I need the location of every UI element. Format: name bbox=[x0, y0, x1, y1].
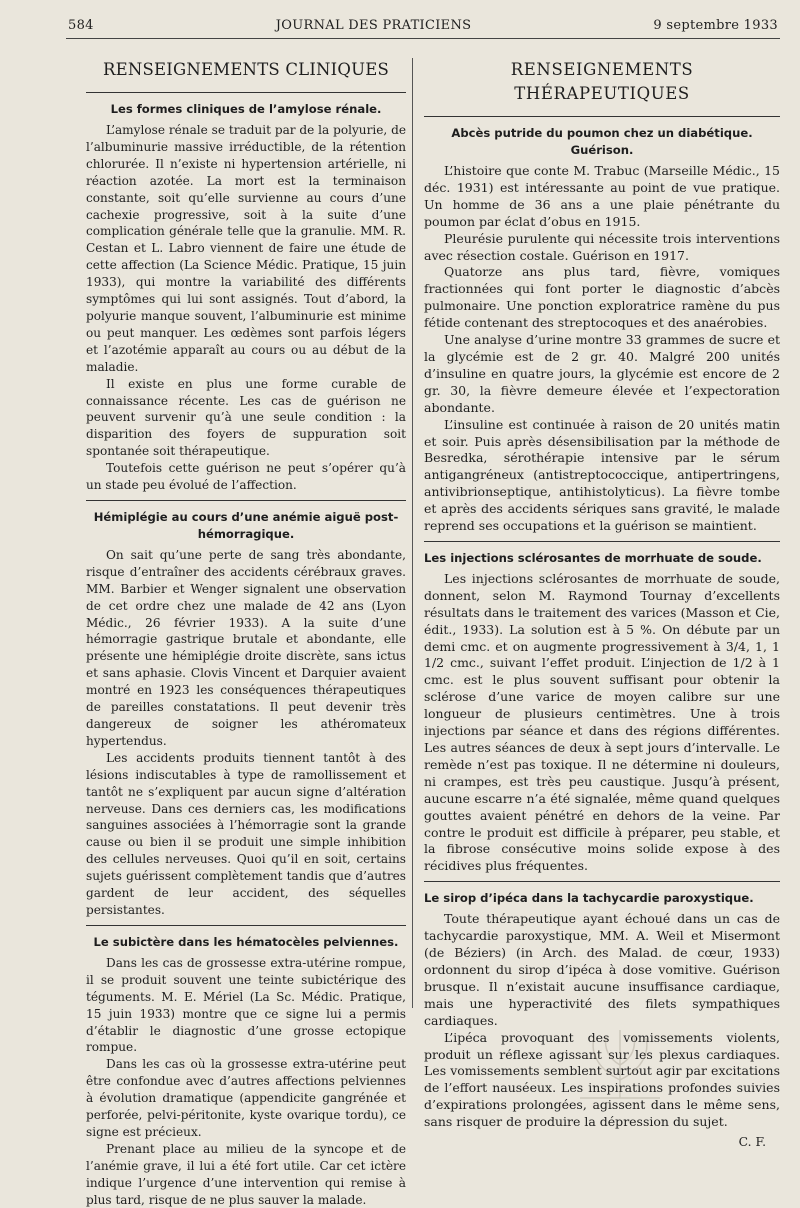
section-heading: Le sirop d’ipéca dans la tachycardie paroxystique. bbox=[424, 891, 754, 906]
section-heading: Les formes cliniques de l’amylose rénale. bbox=[110, 102, 382, 116]
title-rule bbox=[424, 116, 780, 117]
paragraph: L’amylose rénale se traduit par de la polyurie, de l’albuminurie massive irréductible, de la rétention chlorurée. Il n’existe ni hypertension artérielle, ni réaction azotée. La mort est la terminaison constante, soit qu’elle survienne au cours d’une cachexie progressive, soit à la suite d’une complication générale telle que la granulie. MM. R. Cestan et L. Labro viennent de faire une étude de cette affection (La Science Médic. Pratique, 15 juin 1933), qui montre la variabilité des différents symptômes qui lui sont assignés. Tout d’abord, la polyurie manque souvent, l’albuminurie est minime ou peut manquer. Les œdèmes sont parfois légers et l’azotémie apparaît au cours ou au début de la maladie. bbox=[86, 123, 406, 374]
title-rule bbox=[86, 92, 406, 93]
header-rule bbox=[66, 38, 780, 39]
page-header bbox=[68, 18, 778, 33]
section-rule bbox=[86, 925, 406, 926]
paragraph: Quatorze ans plus tard, fièvre, vomiques fractionnées qui font porter le diagnostic d’abcès pulmonaire. Une ponction exploratrice ramène du pus fétide contenant des streptocoques et des anaérobies. bbox=[424, 264, 780, 331]
paragraph: L’insuline est continuée à raison de 20 unités matin et soir. Puis après désensibilisation par la méthode de Besredka, sérothérapie intensive par le sérum antigangréneux (antistreptococcique, antipertringens, antivibrionseptique, antihistolyticus). La fièvre tombe et après des accidents sériques sans gravité, le malade reprend ses occupations et la guérison se maintient. bbox=[424, 416, 780, 534]
paragraph: Il existe en plus une forme curable de connaissance récente. Les cas de guérison ne peuvent survenir qu’à une seule condition : la disparition des foyers de suppuration soit spontanée soit thérapeutique. bbox=[86, 376, 406, 459]
paragraph: Les injections sclérosantes de morrhuate de soude, donnent, selon M. Raymond Tournay d’excellents résultats dans le traitement des varices (Masson et Cie, édit., 1933). La solution est à 5 %. On débute par un demi cmc. et on augmente progressivement à 3/4, 1, 1 1/2 cmc., suivant l’effet produit. L’injection de 1/2 à 1 cmc. est le plus souvent suffisant pour obtenir la sclérose d’une varice de moyen calibre sur une longueur de plusieurs centimètres. Une à trois injections par séance et dans des régions différentes. Les autres séances de deux à sept jours d’intervalle. Le remède n’est pas toxique. Il ne détermine ni douleurs, ni crampes, est très peu caustique. Jusqu’à présent, aucune escarre n’a été signalée, même quand quelques gouttes avaient pénétré en dehors de la veine. Par contre le produit est difficile à préparer, peu stable, et la fibrose consécutive moins solide expose à des récidives plus fréquentes. bbox=[424, 570, 780, 874]
issue-date: 9 septembre 1933 bbox=[653, 18, 778, 33]
paragraph: Toute thérapeutique ayant échoué dans un cas de tachycardie paroxystique, MM. A. Weil et Misermont (de Béziers) (in Arch. des Malad. de cœur, 1933) ordonnent du sirop d’ipéca à dose vomitive. Guérison brusque. Il n’existait aucune insuffisance cardiaque, mais une hyperactivité des filets sympathiques cardiaques. bbox=[424, 911, 780, 1028]
section-heading: Le subictère dans les hématocèles pelviennes. bbox=[93, 934, 399, 949]
paragraph: Pleurésie purulente qui nécessite trois interventions avec résection costale. Guérison en 1917. bbox=[424, 230, 780, 263]
page-number: 584 bbox=[68, 18, 94, 33]
paragraph: L’ipéca provoquant des vomissements violents, produit un réflexe agissant sur les plexus cardiaques. Les vomissements semblent surtout agir par excitations de l’effort nauséeux. Les inspirations profondes suivies d’expirations prolongées, agissent dans le même sens, sans risquer de produire la dépression du sujet. bbox=[424, 1029, 780, 1130]
journal-title: JOURNAL DES PRATICIENS bbox=[275, 18, 472, 33]
right-column bbox=[424, 58, 780, 1149]
column-divider bbox=[412, 58, 413, 1008]
paragraph: Dans les cas où la grossesse extra-utérine peut être confondue avec d’autres affections pelviennes à évolution dramatique (appendicite gangrénée et perforée, pelvi-péritonite, kyste ovarique tordu), ce signe est précieux. bbox=[86, 1057, 406, 1139]
paragraph: L’histoire que conte M. Trabuc (Marseille Médic., 15 déc. 1931) est intéressante au point de vue pratique. Un homme de 36 ans a une plaie pénétrante du poumon par éclat d’obus en 1915. bbox=[424, 163, 780, 229]
paragraph: Dans les cas de grossesse extra-utérine rompue, il se produit souvent une teinte subictérique des téguments. M. E. Mériel (La Sc. Médic. Pratique, 15 juin 1933) montre que ce signe lui a permis d’établir le diagnostic d’une grosse ectopique rompue. bbox=[86, 955, 406, 1055]
paragraph: Toutefois cette guérison ne peut s’opérer qu’à un stade peu évolué de l’affection. bbox=[86, 461, 406, 493]
paragraph: Une analyse d’urine montre 33 grammes de sucre et la glycémie est de 2 gr. 40. Malgré 200 unités d’insuline en quatre jours, la glycémie est encore de 2 gr. 30, la fièvre demeure élevée et l’expectoration abondante. bbox=[424, 332, 780, 415]
section-rule bbox=[86, 500, 406, 501]
author-signature: C. F. bbox=[738, 1135, 766, 1150]
paragraph: On sait qu’une perte de sang très abondante, risque d’entraîner des accidents cérébraux graves. MM. Barbier et Wenger signalent une observation de cet ordre chez une malade de 42 ans (Lyon Médic., 26 février 1933). A la suite d’une hémorragie gastrique brutale et abondante, elle présente une hémiplégie droite discrète, sans ictus et sans aphasie. Clovis Vincent et Darquier avaient montré en 1923 les conséquences thérapeutiques de pareilles constatations. Il peut devenir très dangereux de soigner les athéromateux hypertendus. bbox=[86, 547, 406, 748]
section-rule bbox=[424, 881, 780, 882]
paragraph: Prenant place au milieu de la syncope et de l’anémie grave, il lui a été fort utile. Car cet ictère indique l’urgence d’une intervention qui remise à plus tard, risque de ne plus sauver la malade. bbox=[86, 1141, 406, 1207]
left-column bbox=[86, 58, 406, 1208]
fleuron-ornament-icon bbox=[560, 1010, 680, 1100]
paragraph: Les accidents produits tiennent tantôt à des lésions indiscutables à type de ramollissement et tantôt ne s’expliquent par aucun signe d’altération nerveuse. Dans ces derniers cas, les modifications sanguines associées à l’hémorragie sont la grande cause ou bien il se produit une simple inhibition des cellules nerveuses. Quoi qu’il en soit, certains sujets guérissent complètement tandis que d’autres gardent de leur accident, des séquelles persistantes. bbox=[86, 750, 406, 917]
section-heading: Les injections sclérosantes de morrhuate de soude. bbox=[424, 550, 762, 565]
section-heading: Abcès putride du poumon chez un diabétique. Guérison. bbox=[451, 126, 753, 157]
section-heading: Hémiplégie au cours d’une anémie aiguë post-hémorragique. bbox=[93, 509, 399, 541]
left-column-title: RENSEIGNEMENTS CLINIQUES bbox=[102, 60, 389, 79]
right-column-title: RENSEIGNEMENTS THÉRAPEUTIQUES bbox=[510, 60, 694, 103]
section-rule bbox=[424, 541, 780, 542]
